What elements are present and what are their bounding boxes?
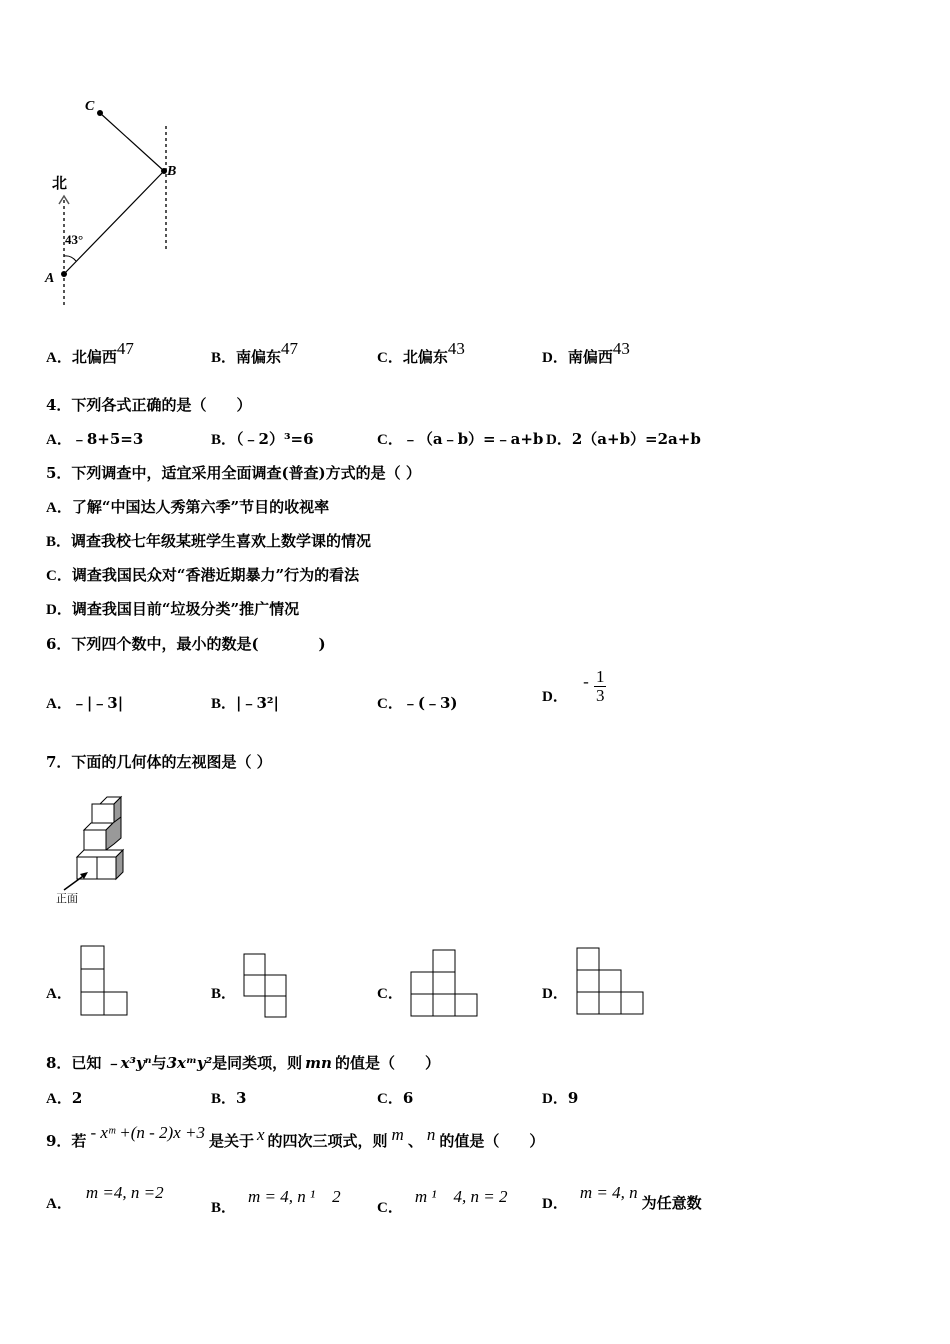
option-letter: C．	[377, 986, 403, 1002]
angle-label: 43°	[65, 232, 84, 247]
option-text: |﹣3²|	[236, 694, 279, 712]
q4-option-a[interactable]	[46, 428, 143, 449]
q9-sep: 、	[407, 1132, 423, 1150]
q6-option-a[interactable]	[46, 692, 123, 713]
option-text: 3	[236, 1089, 247, 1107]
q5-option-c[interactable]	[46, 564, 359, 585]
option-letter: B．	[211, 696, 237, 712]
q9-var-x: x	[256, 1125, 265, 1144]
option-letter: A．	[46, 500, 72, 516]
option-text: 调查我国民众对“香港近期暴力”行为的看法	[71, 566, 360, 584]
q8-term1: ﹣x³yⁿ	[105, 1054, 152, 1072]
q7-stem: 7．下面的几何体的左视图是（ ）	[46, 753, 272, 771]
option-text: 调查我校七年级某班学生喜欢上数学课的情况	[71, 532, 372, 550]
q7-option-d[interactable]	[542, 982, 568, 1003]
option-letter: D．	[542, 1091, 568, 1107]
option-value: 43	[612, 339, 630, 358]
q9-option-b[interactable]	[211, 1187, 341, 1217]
stacked-cubes-figure	[50, 792, 140, 910]
segment-ab	[64, 171, 164, 274]
option-text: 北偏东	[402, 348, 448, 366]
option-letter: D．	[542, 350, 568, 366]
option-letter: B．	[211, 986, 237, 1002]
q9-option-d[interactable]	[542, 1183, 702, 1213]
option-letter: A．	[46, 696, 72, 712]
q8-mn: mn	[305, 1054, 332, 1072]
point-b-label: B	[167, 164, 177, 179]
q7-option-d-view	[576, 946, 648, 1018]
option-expr: m ¹ 4, n = 2	[414, 1187, 508, 1206]
q5-option-b[interactable]	[46, 530, 371, 551]
q6-option-c[interactable]	[377, 692, 457, 713]
option-suffix: 为任意数	[641, 1194, 702, 1212]
option-expr: m = 4, n	[579, 1183, 638, 1202]
q3-option-b[interactable]	[211, 339, 299, 367]
option-text: ﹣(﹣3)	[402, 694, 458, 712]
q6-option-b[interactable]	[211, 692, 279, 713]
point-c-dot	[97, 110, 103, 116]
fraction	[594, 668, 607, 705]
option-letter: A．	[46, 1196, 72, 1212]
q9-stem-suffix: 的值是（ ）	[439, 1132, 545, 1150]
option-text: 6	[402, 1089, 414, 1107]
option-text: ﹣（a﹣b）=﹣a+b	[402, 430, 544, 448]
option-text: 北偏西	[71, 348, 117, 366]
option-letter: B．	[211, 432, 237, 448]
option-letter: D．	[46, 602, 72, 618]
q8-option-b[interactable]	[211, 1087, 246, 1108]
option-text: 调查我国目前“垃圾分类”推广情况	[71, 600, 300, 618]
fraction-numerator: 1	[595, 667, 605, 686]
q8-option-d[interactable]	[542, 1087, 578, 1108]
option-letter: A．	[46, 350, 72, 366]
q7-option-b[interactable]	[211, 982, 236, 1003]
option-letter: D．	[546, 432, 572, 448]
option-letter: C．	[377, 1200, 403, 1216]
option-expr: m = 4, n ¹ 2	[248, 1187, 341, 1206]
option-text: ﹣|﹣3|	[71, 694, 124, 712]
q3-option-d[interactable]	[542, 339, 630, 367]
option-text: 2	[71, 1089, 83, 1107]
option-value: 47	[281, 339, 299, 358]
q4-option-c[interactable]	[377, 428, 543, 449]
q6-option-d[interactable]	[542, 668, 606, 705]
angle-arc	[64, 256, 76, 261]
point-a-dot	[61, 271, 67, 277]
option-text: 了解“中国达人秀第六季”节目的收视率	[71, 498, 330, 516]
option-value: 47	[116, 339, 134, 358]
q9-option-a[interactable]	[46, 1183, 164, 1213]
q8-term2: 3xᵐy²	[166, 1054, 213, 1072]
q3-option-a[interactable]	[46, 339, 134, 367]
q9-var-m: m	[391, 1125, 404, 1144]
option-text: 2（a+b）=2a+b	[571, 430, 701, 448]
q8-stem-prefix: 8．已知	[46, 1054, 102, 1072]
front-label: 正面	[56, 893, 78, 905]
option-text: （﹣2）³=6	[236, 430, 314, 448]
q8-stem-middle: 是同类项，则	[212, 1054, 303, 1072]
q5-option-d[interactable]	[46, 598, 299, 619]
option-text: 9	[567, 1089, 579, 1107]
q4-option-d[interactable]	[546, 428, 701, 449]
fraction-denominator: 3	[595, 686, 605, 705]
q9-var-n: n	[426, 1125, 436, 1144]
option-text: 南偏西	[567, 348, 613, 366]
q9-stem-middle2: 的四次三项式，则	[267, 1132, 388, 1150]
option-letter: C．	[46, 568, 72, 584]
segment-bc	[100, 113, 164, 171]
q9-stem-prefix: 9．若	[46, 1132, 87, 1150]
q8-stem	[46, 1052, 440, 1073]
q9-stem	[46, 1123, 545, 1151]
q7-option-a-view	[80, 944, 132, 1018]
q9-option-c[interactable]	[377, 1187, 508, 1217]
north-label: 北	[52, 176, 68, 192]
option-expr: m =4, n =2	[85, 1183, 164, 1202]
q3-option-c[interactable]	[377, 339, 465, 367]
option-text: ﹣8+5=3	[71, 430, 144, 448]
bearing-figure	[40, 90, 200, 320]
q9-stem-middle: 是关于	[208, 1132, 254, 1150]
option-letter: A．	[46, 986, 72, 1002]
option-letter: D．	[542, 688, 568, 705]
option-text: 南偏东	[236, 348, 282, 366]
option-value: 43	[447, 339, 465, 358]
q8-option-c[interactable]	[377, 1087, 413, 1108]
fraction-sign: -	[583, 671, 589, 691]
option-letter: B．	[211, 1091, 237, 1107]
option-letter: C．	[377, 350, 403, 366]
q8-option-a[interactable]	[46, 1087, 82, 1108]
option-letter: C．	[377, 1091, 403, 1107]
q5-option-a[interactable]	[46, 496, 329, 517]
option-letter: D．	[542, 986, 568, 1002]
option-letter: A．	[46, 1091, 72, 1107]
option-letter: C．	[377, 432, 403, 448]
q8-connector: 与	[151, 1054, 167, 1072]
q6-stem: 6．下列四个数中，最小的数是( )	[46, 635, 326, 653]
point-c-label: C	[85, 99, 95, 114]
q7-option-c[interactable]	[377, 982, 403, 1003]
point-a-label: A	[45, 271, 55, 286]
option-letter: B．	[211, 350, 237, 366]
option-letter: B．	[211, 1200, 237, 1216]
q7-option-b-view	[243, 952, 291, 1020]
option-letter: B．	[46, 534, 72, 550]
q7-option-a[interactable]	[46, 982, 72, 1003]
q4-option-b[interactable]	[211, 428, 314, 449]
option-letter: A．	[46, 432, 72, 448]
option-letter: D．	[542, 1196, 568, 1212]
q8-stem-suffix: 的值是（ ）	[334, 1054, 440, 1072]
q4-stem: 4．下列各式正确的是（ ）	[46, 396, 252, 414]
option-letter: C．	[377, 696, 403, 712]
q9-expression: - xᵐ +(n - 2)x +3	[90, 1123, 205, 1142]
q5-stem: 5．下列调查中，适宜采用全面调查(普查)方式的是（ ）	[46, 464, 421, 482]
q7-option-c-view	[410, 948, 482, 1018]
